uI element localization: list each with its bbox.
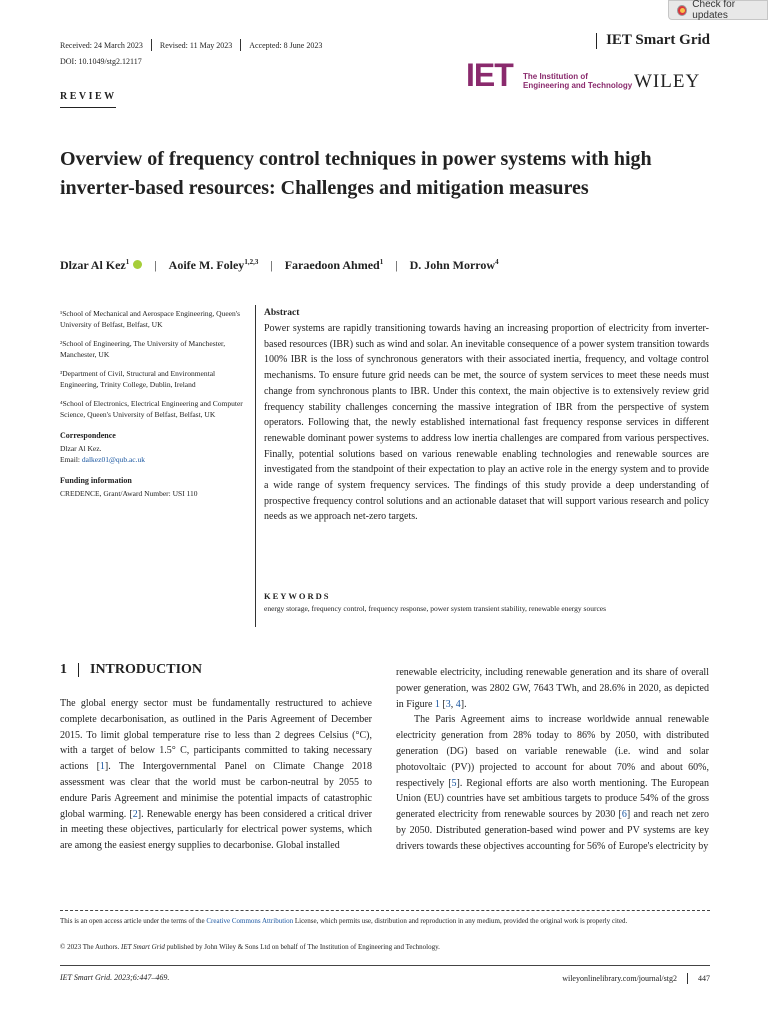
citation-link[interactable]: 5 — [451, 777, 457, 789]
author-4[interactable]: D. John Morrow$^4$ — [409, 258, 499, 272]
intro-paragraph-2: The Paris Agreement aims to increase worldwide annual renewable electricity generation from 28% today to 86% by 2050, with distributed generation (DG) based on variable renewable (i.e. wind and solar photovoltaic (PV)) projected to account for about 70% and about 60%, respectively [5]. Regional efforts are also worth mentioning. The European Union (EU) countries have set ambitious targets to produce 54% of the gross generated electricity from renewable sources by 2030 [6] and reach net zero by 2050. Distributed generation-based wind power and PV systems are key drivers towards these objectives accounting for 56% of Europe's electricity by — [396, 714, 709, 852]
iet-name — [523, 72, 632, 90]
affiliation-2: ²School of Engineering, The University of Manchester, Manchester, UK — [60, 339, 226, 359]
wiley-logo: WILEY — [634, 71, 701, 92]
article-title: Overview of frequency control techniques in power systems with high inverter-based resources: Challenges and mitigation measures — [60, 148, 652, 199]
section-heading-introduction — [60, 662, 202, 678]
doi[interactable]: DOI: 10.1049/stg2.12117 — [60, 57, 142, 66]
cc-license-link[interactable]: Creative Commons Attribution — [206, 917, 294, 925]
keywords-text: energy storage, frequency control, frequency response, power system transient stability, renewable energy sources — [264, 604, 607, 613]
received-date: Received: 24 March 2023 — [60, 40, 143, 50]
journal-name: IET Smart Grid — [606, 32, 710, 48]
page-number: 447 — [698, 974, 710, 983]
abstract-heading: Abstract — [264, 308, 300, 318]
section-type: REVIEW — [60, 91, 117, 102]
accepted-date: Accepted: 8 June 2023 — [249, 40, 323, 50]
crossmark-icon — [677, 5, 687, 16]
page-footer — [60, 973, 710, 984]
author-3[interactable]: Faraedoon Ahmed$^1$ — [284, 258, 384, 272]
citation-link[interactable]: 2 — [132, 808, 138, 820]
check-for-updates-label: Check for updates — [692, 0, 736, 21]
orcid-icon[interactable] — [133, 260, 142, 269]
affiliation-1: ¹School of Mechanical and Aerospace Engineering, Queen's University of Belfast, Belfast, UK — [60, 309, 240, 329]
column-divider — [255, 305, 256, 627]
section-type-rule — [60, 107, 116, 108]
correspondence-details: Dlzar Al Kez. Email: dalkez01@qub.ac.uk — [60, 444, 146, 464]
abstract-text: Power systems are rapidly transitioning towards having an increasing proportion of electricity from inverter-based resources (IBR) such as wind and solar. An inevitable consequence of a power system transition towards 100% IBR is the loss of synchronous generators with their associated inertia, frequency, and voltage control mechanisms. To ensure future grid needs can be met, the source of system services to meet these needs must change from synchronous plants to IBR. Under this context, the main objective is to extensively review grid frequency stability challenges concerning the massive integration of IBR from the perspective of system operators. Following that, the newly established international fast frequency response services in different renewable dominant power systems to address low inertia challenges are compared from various perspectives. Finally, potential solutions based on various renewable enabling technologies and renewable sources are investigated from the standpoint of their expectation to play an active role in the energy system and to provide a wide range of system frequency services. The findings of this study provide a deep understanding of prospective frequency control solutions and an actionable dataset that will support various research and policy needs as we approach net-zero targets. — [264, 323, 709, 523]
abstract — [264, 308, 709, 525]
citation-link[interactable]: 1 — [99, 761, 105, 773]
bottom-rule — [60, 965, 710, 966]
citation-link[interactable]: 4 — [455, 698, 461, 710]
revised-date: Revised: 11 May 2023 — [159, 40, 233, 50]
journal-url[interactable]: wileyonlinelibrary.com/journal/stg2 — [562, 974, 677, 983]
intro-paragraph-1-cont: renewable electricity, including renewable generation and its share of overall power generation, was 2802 GW, 7643 TWh, and 28.6% in 2020, as depicted in Figure 1 [3, 4]. — [396, 667, 709, 710]
affiliation-3: ³Department of Civil, Structural and Environmental Engineering, Trinity College, Dublin, Ireland — [60, 369, 216, 389]
iet-name-line-1: The Institution of — [523, 72, 588, 81]
journal-header — [596, 32, 710, 49]
citation-line: IET Smart Grid. 2023;6:447–469. — [60, 973, 170, 982]
footer-rule — [60, 910, 710, 911]
email-link[interactable]: dalkez01@qub.ac.uk — [81, 455, 146, 464]
body-column-left — [60, 696, 372, 854]
funding-heading: Funding information — [60, 476, 132, 485]
body-column-right — [396, 665, 709, 855]
copyright-note: © 2023 The Authors. IET Smart Grid published by John Wiley & Sons Ltd on behalf of The Institution of Engineering and Technology. — [60, 943, 440, 951]
correspondence-heading: Correspondence — [60, 431, 116, 440]
author-list: Dlzar Al Kez$^1$ | Aoife M. Foley$^{1,2,3}$ | Faraedoon Ahmed$^1$ | D. John Morrow$^4$ — [60, 258, 499, 272]
iet-name-line-2: Engineering and Technology — [523, 81, 633, 90]
intro-paragraph-1: The global energy sector must be fundamentally restructured to achieve complete decarbonisation, as outlined in the Paris Agreement of December 2015. To limit global temperature rise to less than 2 degrees Celsius (°C), with a target of below 1.5° C, participants committed to taking necessary actions [1]. The Intergovernmental Panel on Climate Change 2018 assessment was clear that the world must be carbon-neutral by 2055 to endure Paris Agreement and minimise the potential impacts of catastrophic global warming. [2]. Renewable energy has been considered a critical driver in meeting these objectives, particularly for electrical power systems, which are among the easiest energy supplies to decarbonise. Global installed — [60, 698, 373, 852]
funding-text: CREDENCE, Grant/Award Number: USI 110 — [60, 489, 198, 498]
iet-logo: IET — [466, 57, 513, 93]
article-dates — [60, 39, 322, 51]
section-title: INTRODUCTION — [90, 662, 203, 677]
citation-link[interactable]: 3 — [445, 698, 451, 710]
affiliations-column — [60, 308, 250, 507]
citation-link[interactable]: 6 — [621, 809, 627, 821]
citation-link[interactable]: 1 — [434, 698, 440, 710]
keywords-heading: KEYWORDS — [264, 591, 331, 601]
author-2[interactable]: Aoife M. Foley$^{1,2,3}$ — [168, 258, 259, 272]
check-for-updates-button[interactable] — [668, 0, 768, 20]
author-1[interactable]: Dlzar Al Kez$^1$ — [60, 258, 130, 272]
affiliation-4: ⁴School of Electronics, Electrical Engineering and Computer Science, Queen's University of Belfast, Belfast, UK — [60, 399, 243, 419]
section-number: 1 — [60, 662, 67, 677]
license-note: This is an open access article under the terms of the Creative Commons Attribution License, which permits use, distribution and reproduction in any medium, provided the original work is properly cited. — [60, 917, 628, 925]
